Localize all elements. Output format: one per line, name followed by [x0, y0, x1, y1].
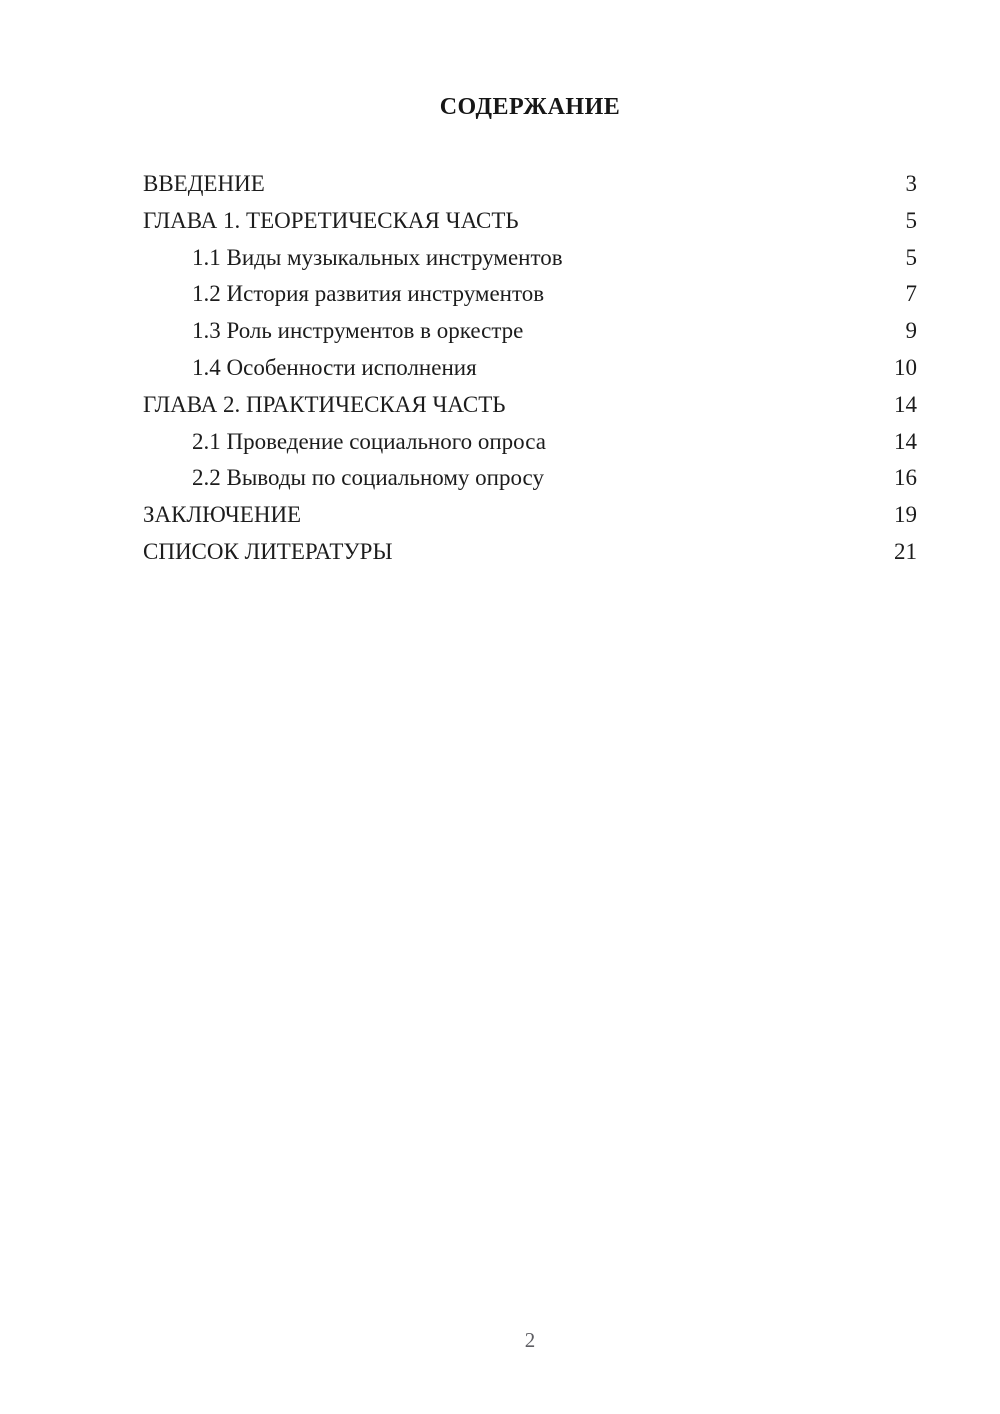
toc-entry-page: 21 — [894, 538, 917, 564]
toc-entry — [143, 460, 917, 497]
toc-entry — [143, 350, 917, 387]
toc-entry-label: ГЛАВА 2. ПРАКТИЧЕСКАЯ ЧАСТЬ — [143, 391, 506, 417]
toc-entry — [143, 240, 917, 277]
toc-entry-label: 1.4 Особенности исполнения — [192, 354, 477, 380]
toc-entry — [143, 497, 917, 534]
toc-entry — [143, 387, 917, 424]
toc-entry-label: 1.1 Виды музыкальных инструментов — [192, 244, 563, 270]
toc-entry-label: 2.2 Выводы по социальному опросу — [192, 465, 544, 491]
toc-entry — [143, 534, 917, 571]
toc-entry-page: 14 — [894, 391, 917, 417]
toc-entry-label: 1.2 История развития инструментов — [192, 281, 545, 307]
toc-entry — [143, 166, 917, 203]
page-number: 2 — [524, 1328, 536, 1352]
toc-entry-page: 3 — [905, 171, 917, 196]
toc-entry — [143, 424, 917, 461]
toc-entry — [143, 313, 917, 350]
toc-entry-page: 16 — [894, 465, 917, 491]
toc-entry-page: 9 — [905, 318, 917, 344]
toc-entry-page: 14 — [894, 428, 917, 454]
toc-entry-page: 7 — [905, 281, 917, 307]
toc-entry — [143, 276, 917, 313]
toc-entry-page: 5 — [905, 244, 917, 270]
toc-entry-label: 2.1 Проведение социального опроса — [192, 428, 546, 454]
toc-entry-page: 10 — [894, 354, 917, 380]
table-of-contents — [143, 166, 917, 571]
toc-entry-label: 1.3 Роль инструментов в оркестре — [192, 318, 524, 344]
toc-entry — [143, 203, 917, 240]
toc-entry-page: 19 — [894, 502, 917, 528]
toc-entry-label: ВВЕДЕНИЕ — [143, 171, 265, 196]
toc-entry-page: 5 — [905, 207, 917, 233]
toc-entry-label: ГЛАВА 1. ТЕОРЕТИЧЕСКАЯ ЧАСТЬ — [143, 207, 519, 233]
page-title: СОДЕРЖАНИЕ — [439, 94, 621, 120]
toc-entry-label: СПИСОК ЛИТЕРАТУРЫ — [143, 538, 393, 564]
toc-entry-label: ЗАКЛЮЧЕНИЕ — [143, 502, 302, 528]
